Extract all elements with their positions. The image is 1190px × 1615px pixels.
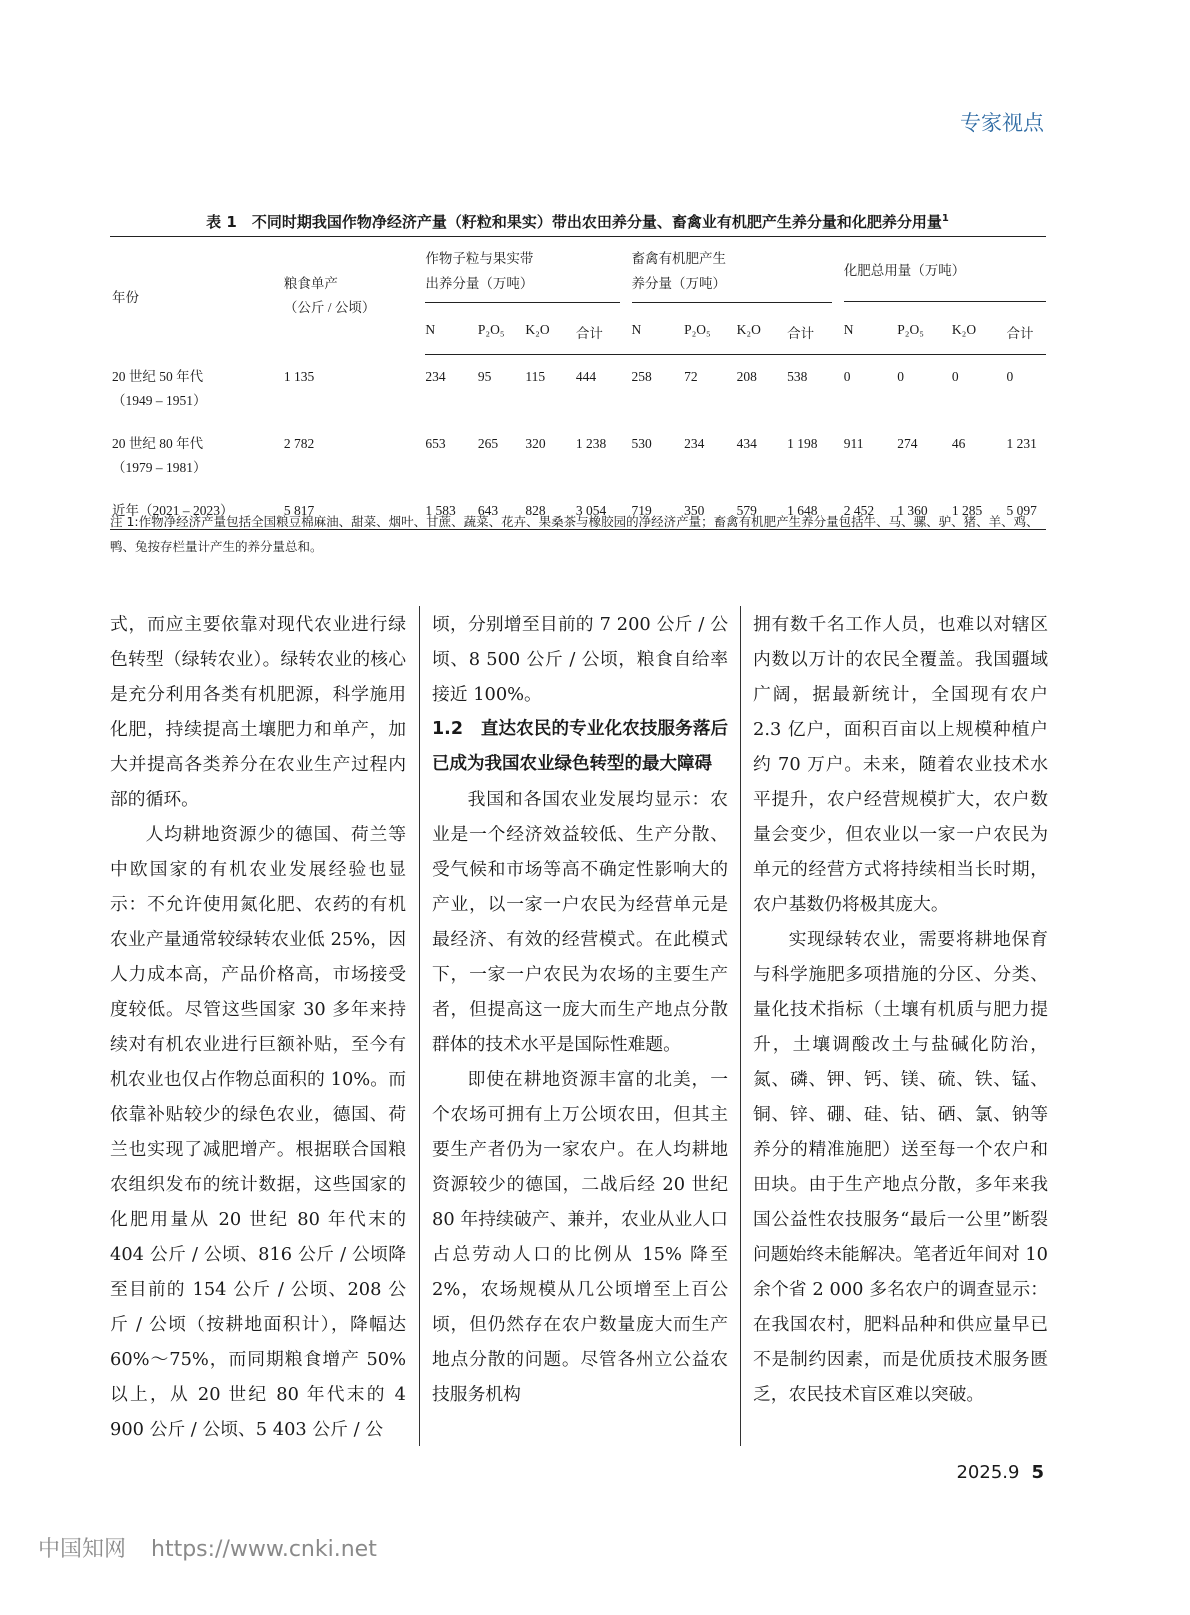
paragraph: 实现绿转农业，需要将耕地保育与科学施肥多项措施的分区、分类、量化技术指标（土壤有机质与肥力提升，土壤调酸改土与盐碱化防治，氮、磷、钾、钙、镁、硫、铁、锰、铜、锌、硼、硅、钴、硒、氯、钠等养分的精准施肥）送至每一个农户和田块。由于生产地点分散，多年来我国公益性农技服务“最后一公里”断裂问题始终未能解决。笔者近年间对 10 余个省 2 000 多名农户的调查显示：在我国农村，肥料品种和供应量早已不是制约因素，而是优质技术服务匮乏，农民技术盲区难以突破。 bbox=[753, 929, 1048, 1405]
row-value-cell: 258 bbox=[631, 369, 652, 384]
section-heading: 1.2 直达农民的专业化农技服务落后已成为我国农业绿色转型的最大障碍 bbox=[432, 719, 728, 774]
text-column-1 bbox=[110, 607, 406, 1447]
sub-header-cell: N bbox=[844, 311, 898, 355]
table-title-text: 表 1 不同时期我国作物净经济产量（籽粒和果实）带出农田养分量、畜禽业有机肥产生养分量和化肥养分用量 bbox=[206, 213, 942, 231]
sub-header-cell: K₂O bbox=[952, 311, 1007, 355]
table-title bbox=[110, 211, 1045, 232]
row-yield-cell: 5 817 bbox=[284, 486, 426, 530]
sub-header-cell: P₂O₅ bbox=[684, 311, 737, 355]
table-row bbox=[110, 355, 1046, 419]
row-value-cell: 911 bbox=[843, 435, 864, 451]
row-value-cell: 320 bbox=[525, 435, 546, 451]
row-value-cell: 719 bbox=[632, 486, 685, 530]
row-value-cell: 0 bbox=[951, 369, 959, 384]
header-group-crop bbox=[425, 237, 631, 312]
row-year-cell: 20 世纪 80 年代 （1979 – 1981） bbox=[112, 435, 207, 475]
watermark-site-name: 中国知网 bbox=[38, 1537, 127, 1562]
row-value-cell: 1 238 bbox=[575, 435, 607, 451]
paragraph: 我国和各国农业发展均显示：农业是一个经济效益较低、生产分散、受气候和市场等高不确定性影响大的产业，以一家一户农民为经营单元是最经济、有效的经营模式。在此模式下，一家一户农民为农场的主要生产者，但提高这一庞大而生产地点分散群体的技术水平是国际性难题。 bbox=[432, 789, 728, 1055]
row-value-cell: 234 bbox=[425, 369, 446, 384]
paragraph: 顷，分别增至目前的 7 200 公斤 / 公顷、8 500 公斤 / 公顷，粮食自给率接近 100%。 bbox=[432, 614, 728, 705]
row-value-cell: 0 bbox=[843, 369, 851, 384]
row-value-cell: 579 bbox=[737, 486, 788, 530]
row-value-cell: 274 bbox=[897, 435, 918, 451]
row-value-cell: 265 bbox=[477, 435, 499, 451]
table-row bbox=[110, 419, 1046, 486]
sub-header-cell: 合计 bbox=[576, 311, 632, 355]
row-value-cell: 0 bbox=[897, 369, 905, 384]
header-group-fert-text: 化肥总用量（万吨） bbox=[844, 246, 1046, 302]
row-value-cell: 0 bbox=[1006, 369, 1014, 384]
sub-header-cell: P₂O₅ bbox=[478, 311, 526, 355]
sub-header-cell: P₂O₅ bbox=[897, 311, 952, 355]
row-value-cell: 1 198 bbox=[787, 435, 818, 451]
row-value-cell: 1 583 bbox=[425, 486, 478, 530]
row-value-cell: 95 bbox=[477, 369, 492, 384]
header-group-manure-text: 畜禽有机肥产生 养分量（万吨） bbox=[632, 246, 832, 303]
paragraph: 即使在耕地资源丰富的北美，一个农场可拥有上万公顷农田，但其主要生产者仍为一家农户。在人均耕地资源较少的德国，二战后经 20 世纪 80 年持续破产、兼并，农业从业人口占总劳动人口的比例从 15% 降至 2%，农场规模从几公顷增至上百公顷，但仍然存在农户数量庞大而生产地点分散的问题。尽管各州立公益农技服务机构 bbox=[432, 1069, 728, 1405]
row-value-cell: 72 bbox=[684, 369, 698, 384]
data-table bbox=[110, 236, 1046, 530]
row-value-cell: 46 bbox=[951, 435, 966, 451]
issue-number: 2025.9 bbox=[956, 1462, 1020, 1483]
watermark-url: https://www.cnki.net bbox=[151, 1537, 377, 1562]
row-value-cell: 444 bbox=[575, 369, 597, 384]
row-value-cell: 530 bbox=[631, 435, 652, 451]
sub-header-cell: N bbox=[425, 311, 478, 355]
column-divider bbox=[419, 606, 420, 1446]
row-value-cell: 115 bbox=[525, 369, 546, 384]
row-value-cell: 643 bbox=[478, 486, 526, 530]
row-value-cell: 2 452 bbox=[844, 486, 898, 530]
sub-header-cell: 合计 bbox=[787, 311, 844, 355]
table-title-footnote-marker: 1 bbox=[941, 213, 949, 224]
header-yield: 粮食单产 （公斤 / 公顷） bbox=[284, 237, 426, 355]
page-number: 5 bbox=[1031, 1462, 1044, 1483]
header-group-crop-text: 作物子粒与果实带 出养分量（万吨） bbox=[425, 246, 619, 303]
sub-header-cell: K₂O bbox=[737, 311, 788, 355]
row-value-cell: 1 285 bbox=[952, 486, 1007, 530]
page-footer bbox=[956, 1462, 1044, 1483]
row-year-cell: 20 世纪 50 年代 （1949 – 1951） bbox=[112, 368, 207, 408]
row-value-cell: 350 bbox=[684, 486, 737, 530]
row-yield-cell: 1 135 bbox=[283, 368, 315, 384]
sub-header-cell: K₂O bbox=[525, 311, 576, 355]
table-header-row-1 bbox=[110, 237, 1046, 312]
paragraph: 拥有数千名工作人员，也难以对辖区内数以万计的农民全覆盖。我国疆域广阔，据最新统计，全国现有农户 2.3 亿户，面积百亩以上规模种植户约 70 万户。未来，随着农业技术水平提升，农户经营规模扩大，农户数量会变少，但农业以一家一户农民为单元的经营方式将持续相当长时期，农户基数仍将极其庞大。 bbox=[753, 614, 1048, 915]
header-group-manure bbox=[632, 237, 844, 312]
row-value-cell: 234 bbox=[684, 435, 705, 451]
sub-header-cell: N bbox=[632, 311, 685, 355]
row-value-cell: 1 648 bbox=[787, 486, 844, 530]
row-value-cell: 828 bbox=[525, 486, 576, 530]
row-year-cell: 近年（2021 – 2023） bbox=[110, 486, 284, 530]
header-group-fert bbox=[844, 237, 1046, 312]
row-value-cell: 5 097 bbox=[1006, 486, 1046, 530]
header-year: 年份 bbox=[110, 237, 284, 355]
row-yield-cell: 2 782 bbox=[283, 435, 315, 451]
row-value-cell: 653 bbox=[425, 435, 446, 451]
paragraph: 人均耕地资源少的德国、荷兰等中欧国家的有机农业发展经验也显示：不允许使用氮化肥、农药的有机农业产量通常较绿转农业低 25%，因人力成本高，产品价格高，市场接受度较低。尽管这些国家 30 多年来持续对有机农业进行巨额补贴，至今有机农业也仅占作物总面积的 10%。而依靠补贴较少的绿色农业，德国、荷兰也实现了减肥增产。根据联合国粮农组织发布的统计数据，这些国家的化肥用量从 20 世纪 80 年代末的 404 公斤 / 公顷、816 公斤 / 公顷降至目前的 154 公斤 / 公顷、208 公斤 / 公顷（按耕地面积计），降幅达 60%～75%，而同期粮食增产 50% 以上，从 20 世纪 80 年代末的 4 900 公斤 / 公顷、5 403 公斤 / 公 bbox=[110, 824, 406, 1440]
row-value-cell: 3 054 bbox=[576, 486, 632, 530]
paragraph: 式，而应主要依靠对现代农业进行绿色转型（绿转农业）。绿转农业的核心是充分利用各类有机肥源，科学施用化肥，持续提高土壤肥力和单产，加大并提高各类养分在农业生产过程内部的循环。 bbox=[110, 614, 406, 810]
row-value-cell: 434 bbox=[736, 435, 757, 451]
text-column-3 bbox=[753, 607, 1048, 1412]
row-value-cell: 1 231 bbox=[1006, 435, 1037, 451]
section-label: 专家视点 bbox=[960, 111, 1044, 135]
row-value-cell: 1 360 bbox=[897, 486, 952, 530]
row-value-cell: 538 bbox=[787, 369, 808, 384]
watermark bbox=[38, 1532, 377, 1563]
table-note: 注 1:作物净经济产量包括全国粮豆棉麻油、甜菜、烟叶、甘蔗、蔬菜、花卉、果桑茶与橡胶园的净经济产量；畜禽有机肥产生养分量包括牛、马、骡、驴、猪、羊、鸡、鸭、兔按存栏量计产生的养分量总和。 bbox=[110, 514, 1039, 554]
row-value-cell: 208 bbox=[736, 369, 757, 384]
sub-header-cell: 合计 bbox=[1006, 311, 1046, 355]
text-column-2 bbox=[432, 607, 728, 1412]
column-divider bbox=[740, 606, 741, 1446]
